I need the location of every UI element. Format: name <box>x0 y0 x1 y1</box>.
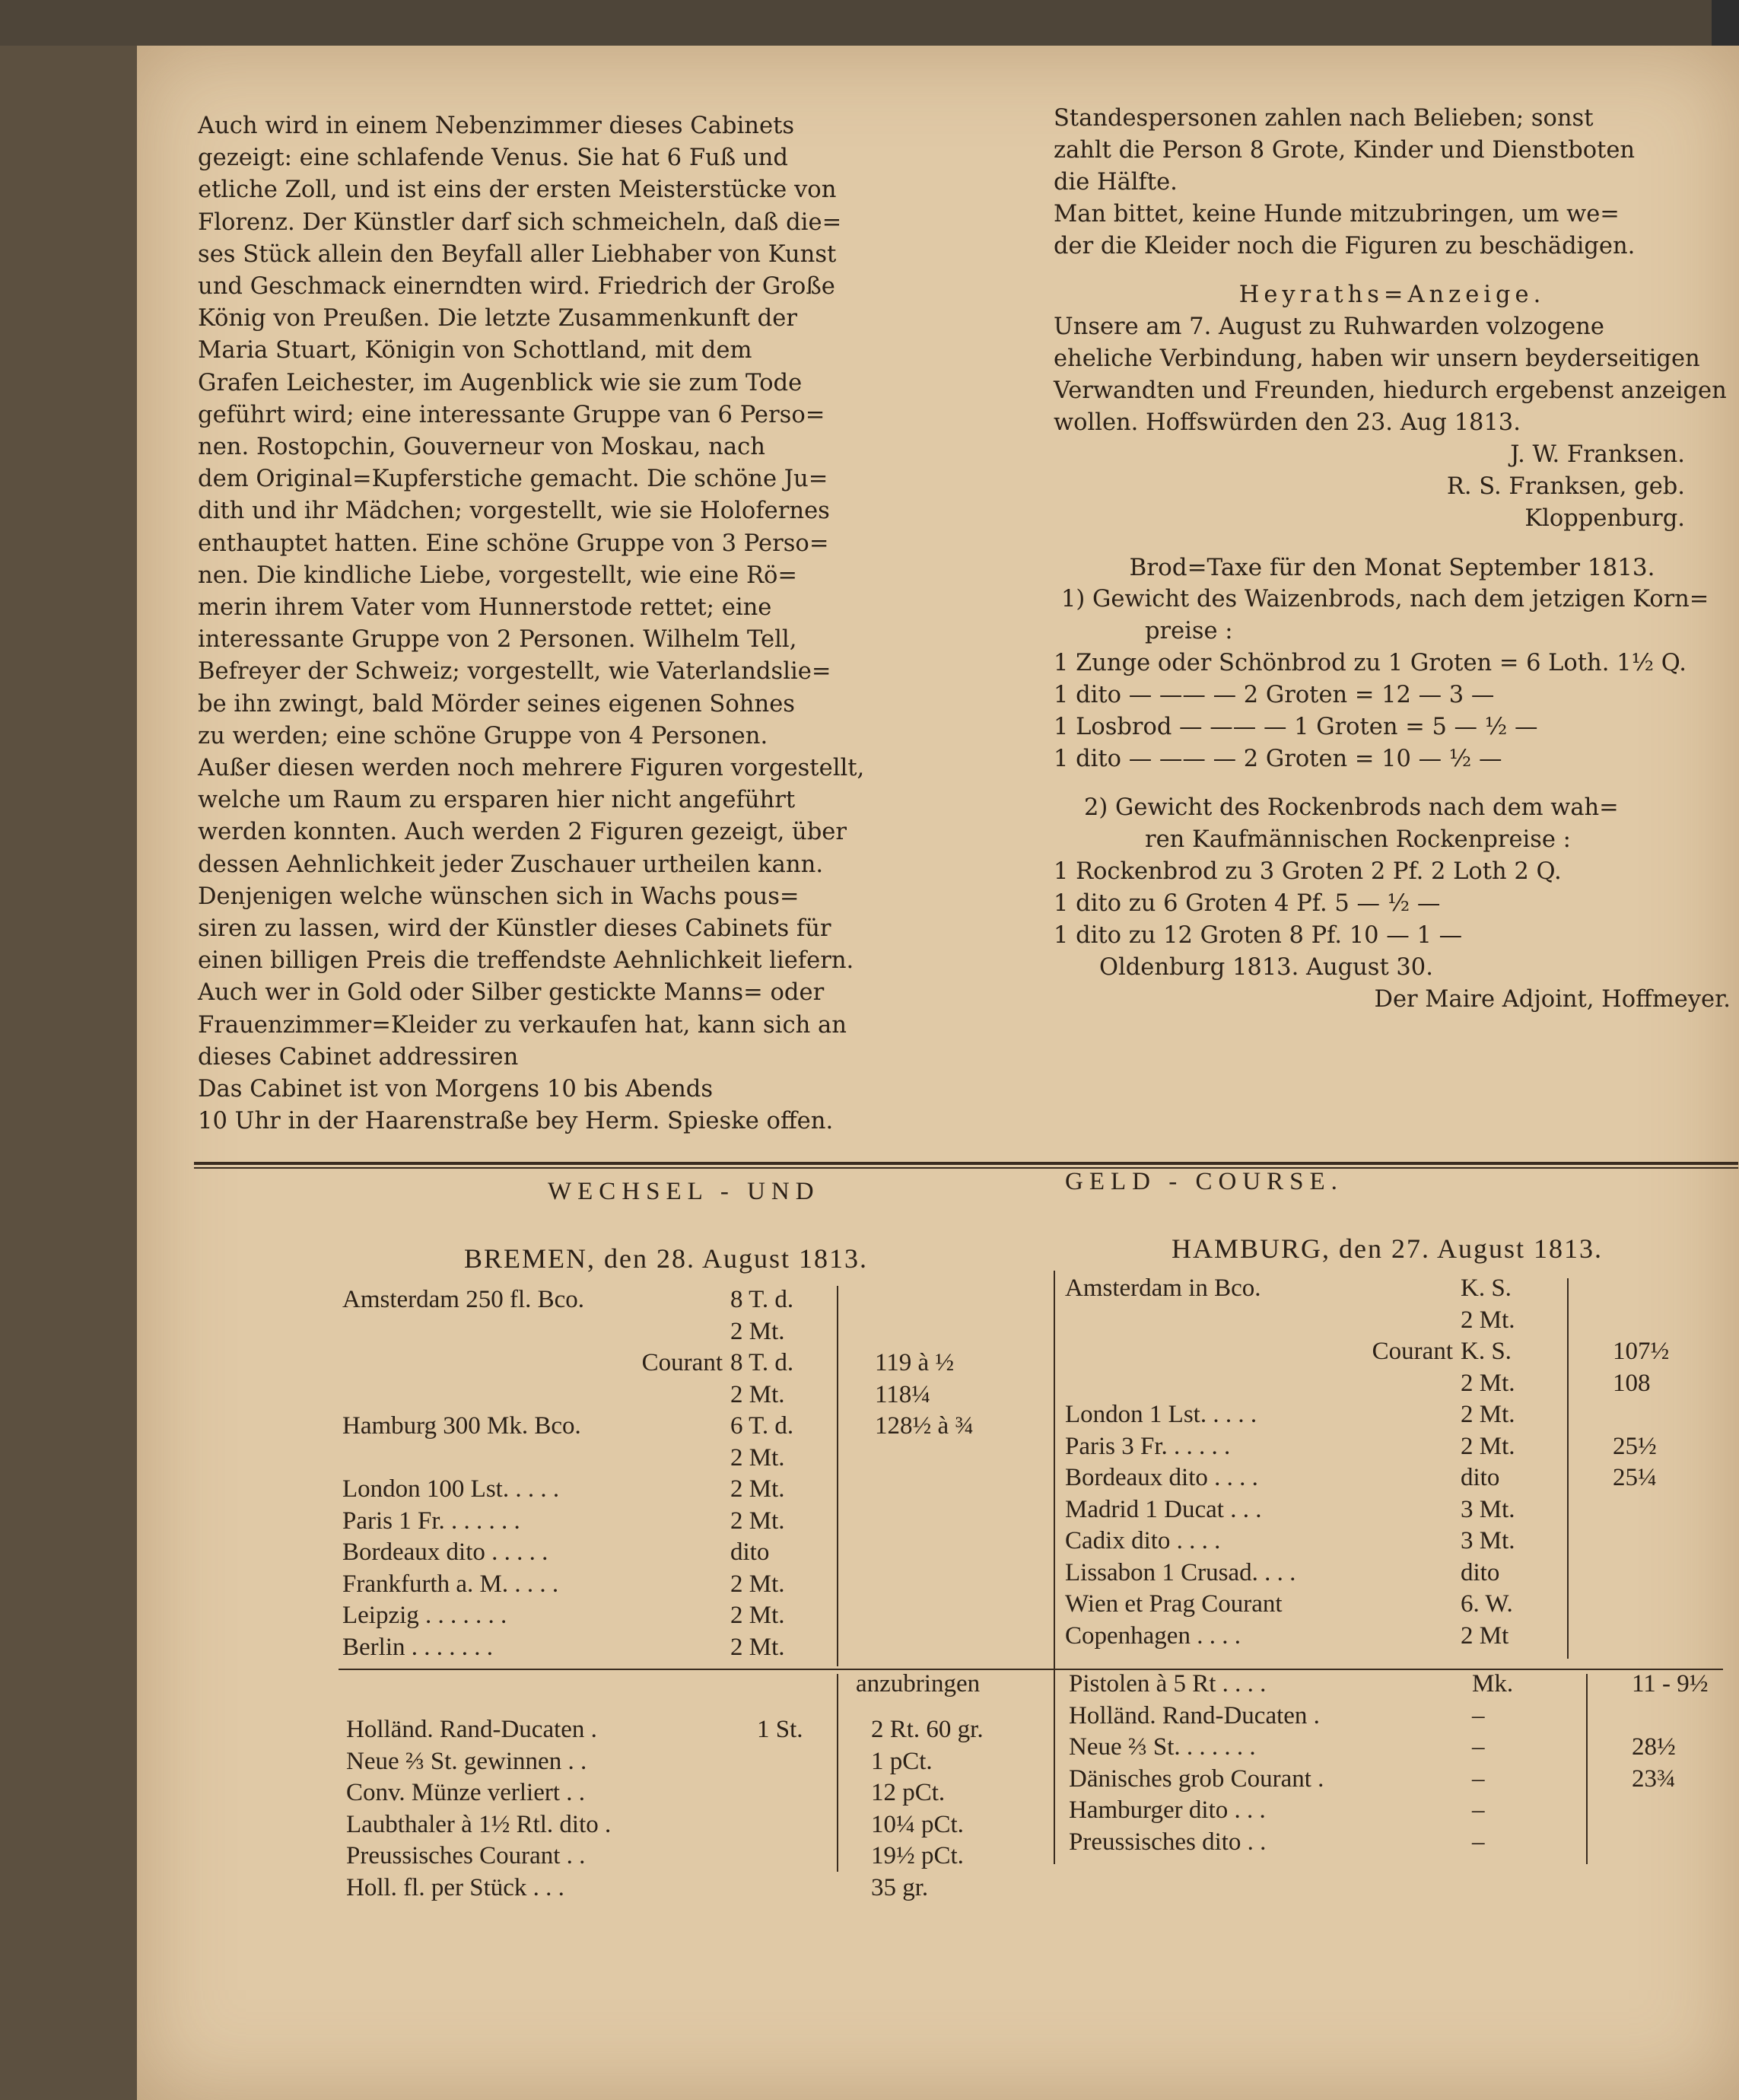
marriage-signatures <box>1054 439 1731 535</box>
marriage-line: wollen. Hoffswürden den 23. Aug 1813. <box>1054 409 1521 436</box>
left-article-column <box>198 110 1016 1138</box>
article-line: dessen Aehnlichkeit jeder Zuschauer urtheilen kann. <box>198 851 824 878</box>
section-rule-top-thin <box>194 1167 1738 1169</box>
bremen-cell: Courant <box>641 1349 723 1376</box>
hamburg-coin-cell: 11 - 9½ <box>1632 1670 1709 1698</box>
bremen-coin-cell: Neue ⅔ St. gewinnen . . <box>346 1747 587 1775</box>
admission-notice <box>1054 103 1731 262</box>
bread-place-date: Oldenburg 1813. August 30. <box>1099 954 1433 981</box>
hamburg-coin-cell: Preussisches dito . . <box>1069 1828 1267 1856</box>
bremen-coin-cell: 10¼ pCt. <box>871 1810 964 1838</box>
article-line: Maria Stuart, Königin von Schottland, mit dem <box>198 337 752 364</box>
article-line: enthauptet hatten. Eine schöne Gruppe von 3 Perso= <box>198 530 829 557</box>
bread-row: 1 Zunge oder Schönbrod zu 1 Groten = 6 Loth. 1½ Q. <box>1054 650 1687 676</box>
hamburg-coin-cell: Dänisches grob Courant . <box>1069 1764 1324 1793</box>
notice-line: Man bittet, keine Hunde mitzubringen, um we= <box>1054 201 1620 228</box>
article-line: ses Stück allein den Beyfall aller Liebhaber von Kunst <box>198 240 837 268</box>
hamburg-cell: Madrid 1 Ducat . . . <box>1065 1495 1262 1523</box>
bremen-cell: 118¼ <box>875 1380 931 1408</box>
bremen-cell: Berlin . . . . . . . <box>342 1633 493 1661</box>
article-line: zu werden; eine schöne Gruppe von 4 Personen. <box>198 722 768 749</box>
bremen-header: BREMEN, den 28. August 1813. <box>464 1243 869 1274</box>
hamburg-coin-cell: Hamburger dito . . . <box>1069 1796 1266 1824</box>
bremen-coin-cell: Holländ. Rand-Ducaten . <box>346 1716 597 1743</box>
hamburg-cell: Bordeaux dito . . . . <box>1065 1464 1258 1491</box>
bread-row: 1 dito zu 12 Groten 8 Pf. 10 — 1 — <box>1054 922 1463 949</box>
article-line: einen billigen Preis die treffendste Aehnlichkeit liefern. <box>198 947 854 975</box>
marriage-line: Unsere am 7. August zu Ruhwarden volzogene <box>1054 313 1604 340</box>
bread-row: 1 Rockenbrod zu 3 Groten 2 Pf. 2 Loth 2 Q. <box>1054 858 1562 885</box>
article-line: Florenz. Der Künstler darf sich schmeicheln, daß die= <box>198 208 842 236</box>
article-line: König von Preußen. Die letzte Zusammenkunft der <box>198 305 797 332</box>
hamburg-cell: 3 Mt. <box>1461 1495 1515 1523</box>
bremen-cell: 8 T. d. <box>730 1286 794 1313</box>
article-line: Auch wer in Gold oder Silber gestickte Manns= oder <box>198 979 825 1007</box>
article-line: Das Cabinet ist von Morgens 10 bis Abends <box>198 1076 714 1103</box>
notice-line: zahlt die Person 8 Grote, Kinder und Dienstboten <box>1054 137 1636 164</box>
article-line: 10 Uhr in der Haarenstraße bey Herm. Spieske offen. <box>198 1108 834 1135</box>
hamburg-coin-cell: 28½ <box>1632 1733 1676 1761</box>
hamburg-coin-cell: Pistolen à 5 Rt . . . . <box>1069 1670 1267 1698</box>
hamburg-cell: 25½ <box>1613 1432 1657 1460</box>
bremen-coin-cell: 35 gr. <box>871 1873 929 1901</box>
signature-line: Kloppenburg. <box>1524 505 1685 532</box>
hamburg-coin-cell: Neue ⅔ St. . . . . . . <box>1069 1733 1256 1761</box>
coin-section-rule <box>339 1669 1723 1670</box>
bremen-cell: Amsterdam 250 fl. Bco. <box>342 1286 585 1313</box>
hamburg-cell: 107½ <box>1613 1338 1670 1365</box>
signature-line: R. S. Franksen, geb. <box>1446 473 1685 500</box>
exchange-title-left: WECHSEL - UND <box>548 1178 820 1205</box>
bremen-cell: 2 Mt. <box>730 1443 785 1472</box>
bread-table-rye <box>1054 856 1731 952</box>
hamburg-coin-cell: – <box>1472 1764 1485 1793</box>
hamburg-cell: dito <box>1461 1558 1500 1586</box>
bremen-coin-cell: 19½ pCt. <box>871 1842 964 1869</box>
hamburg-cell: Paris 3 Fr. . . . . . <box>1065 1432 1231 1460</box>
hamburg-cell: 2 Mt. <box>1461 1369 1515 1397</box>
article-line: Frauenzimmer=Kleider zu verkaufen hat, kann sich an <box>198 1011 847 1039</box>
marriage-notice <box>1054 311 1731 439</box>
article-line: gezeigt: eine schlafende Venus. Sie hat 6 Fuß und <box>198 145 788 172</box>
bread-section1-title-cont: preise : <box>1145 618 1233 644</box>
article-line: und Geschmack einerndten wird. Friedrich der Große <box>198 273 835 301</box>
article-line: Grafen Leichester, im Augenblick wie sie zum Tode <box>198 369 803 396</box>
article-line: werden konnten. Auch werden 2 Figuren gezeigt, über <box>198 819 847 846</box>
hamburg-cell: Cadix dito . . . . <box>1065 1527 1221 1554</box>
article-line: dem Original=Kupferstiche gemacht. Die schöne Ju= <box>198 466 828 493</box>
hamburg-cell: 2 Mt. <box>1461 1306 1515 1334</box>
bremen-cell: 8 T. d. <box>730 1349 794 1376</box>
bread-signature: Der Maire Adjoint, Hoffmeyer. <box>1374 986 1731 1013</box>
bremen-cell: 2 Mt. <box>730 1317 785 1345</box>
bread-row: 1 dito — —— — 2 Groten = 10 — ½ — <box>1054 746 1502 772</box>
hamburg-coin-cell: 23¾ <box>1632 1764 1676 1793</box>
article-line: merin ihrem Vater vom Hunnerstode rettet; eine <box>198 594 772 622</box>
bremen-cell: 2 Mt. <box>730 1602 785 1629</box>
bread-section1-title: 1) Gewicht des Waizenbrods, nach dem jetzigen Korn= <box>1061 586 1709 612</box>
marriage-heading: Heyraths=Anzeige. <box>1238 282 1546 308</box>
hamburg-cell: K. S. <box>1461 1338 1512 1365</box>
bremen-cell: Bordeaux dito . . . . . <box>342 1538 548 1566</box>
hamburg-cell: Lissabon 1 Crusad. . . . <box>1065 1558 1296 1586</box>
notice-line: Standespersonen zahlen nach Belieben; sonst <box>1054 105 1594 132</box>
article-line: welche um Raum zu ersparen hier nicht angeführt <box>198 787 796 814</box>
hamburg-cell: 2 Mt <box>1461 1621 1509 1650</box>
anzubringen-header: anzubringen <box>856 1670 981 1698</box>
notice-line: der die Kleider noch die Figuren zu beschädigen. <box>1054 233 1636 259</box>
hamburg-coin-rule <box>1586 1674 1588 1864</box>
bremen-coin-cell: Holl. fl. per Stück . . . <box>346 1873 564 1901</box>
article-line: be ihn zwingt, bald Mörder seines eigenen Sohnes <box>198 690 796 718</box>
article-line: interessante Gruppe von 2 Personen. Wilhelm Tell, <box>198 626 797 654</box>
right-article-column <box>1054 103 1731 1016</box>
bremen-coin-cell: 12 pCt. <box>871 1779 946 1806</box>
bremen-cell: 2 Mt. <box>730 1475 785 1503</box>
bremen-coin-cell: 2 Rt. 60 gr. <box>871 1716 984 1743</box>
hamburg-coin-cell: Mk. <box>1472 1670 1514 1698</box>
bremen-cell: Hamburg 300 Mk. Bco. <box>342 1412 581 1440</box>
hamburg-cell: 2 Mt. <box>1461 1432 1515 1460</box>
hamburg-cell: Courant <box>1372 1338 1453 1365</box>
article-line: siren zu lassen, wird der Künstler dieses Cabinets für <box>198 915 831 943</box>
bremen-coin-cell: Laubthaler à 1½ Rtl. dito . <box>346 1810 612 1838</box>
scanner-background <box>0 0 1712 46</box>
bremen-column-rule <box>837 1286 838 1666</box>
notice-line: die Hälfte. <box>1054 169 1178 196</box>
bremen-coin-rule <box>837 1674 838 1872</box>
signature-line: J. W. Franksen. <box>1510 441 1685 468</box>
bremen-coin-cell: Conv. Münze verliert . . <box>346 1779 586 1806</box>
hamburg-coin-cell: – <box>1472 1828 1485 1856</box>
hamburg-cell: 25¼ <box>1613 1464 1657 1491</box>
center-column-rule <box>1054 1271 1055 1864</box>
article-line: dieses Cabinet addressiren <box>198 1043 519 1071</box>
article-line: geführt wird; eine interessante Gruppe van 6 Perso= <box>198 401 825 428</box>
hamburg-cell: 6. W. <box>1461 1590 1513 1618</box>
marriage-line: eheliche Verbindung, haben wir unsern beyderseitigen <box>1054 345 1700 372</box>
hamburg-cell: Wien et Prag Courant <box>1065 1590 1283 1618</box>
hamburg-coin-cell: – <box>1472 1733 1485 1761</box>
article-line: nen. Die kindliche Liebe, vorgestellt, wie eine Rö= <box>198 562 798 589</box>
article-line: nen. Rostopchin, Gouverneur von Moskau, nach <box>198 434 765 461</box>
bremen-cell: 6 T. d. <box>730 1412 794 1440</box>
bremen-cell: London 100 Lst. . . . . <box>342 1475 560 1503</box>
bread-row: 1 dito — —— — 2 Groten = 12 — 3 — <box>1054 682 1495 708</box>
hamburg-cell: 3 Mt. <box>1461 1527 1515 1554</box>
hamburg-cell: London 1 Lst. . . . . <box>1065 1401 1257 1428</box>
bremen-cell: 119 à ½ <box>875 1349 955 1376</box>
bremen-cell: 2 Mt. <box>730 1633 785 1661</box>
hamburg-cell: K. S. <box>1461 1274 1512 1302</box>
bread-table-wheat <box>1054 648 1731 775</box>
hamburg-cell: Copenhagen . . . . <box>1065 1621 1241 1650</box>
section-rule-top <box>194 1162 1738 1165</box>
bremen-coin-cell: 1 pCt. <box>871 1747 933 1775</box>
article-line: Außer diesen werden noch mehrere Figuren vorgestellt, <box>198 755 865 782</box>
bremen-cell: Paris 1 Fr. . . . . . . <box>342 1507 520 1535</box>
article-line: Denjenigen welche wünschen sich in Wachs pous= <box>198 883 800 910</box>
bread-row: 1 dito zu 6 Groten 4 Pf. 5 — ½ — <box>1054 890 1441 917</box>
bremen-cell: 2 Mt. <box>730 1570 785 1598</box>
hamburg-cell: Amsterdam in Bco. <box>1065 1274 1261 1302</box>
bremen-coin-cell: Preussisches Courant . . <box>346 1842 586 1869</box>
bread-heading: Brod=Taxe für den Monat September 1813. <box>1129 554 1655 581</box>
bremen-cell: Leipzig . . . . . . . <box>342 1602 507 1629</box>
bread-section2-title-cont: ren Kaufmännischen Rockenpreise : <box>1145 826 1571 853</box>
bread-section2-title: 2) Gewicht des Rockenbrods nach dem wah= <box>1084 794 1619 821</box>
bremen-cell: 2 Mt. <box>730 1380 785 1408</box>
bremen-cell: 128½ à ¾ <box>875 1412 974 1440</box>
bremen-cell: Frankfurth a. M. . . . . <box>342 1570 559 1598</box>
bread-row: 1 Losbrod — —— — 1 Groten = 5 — ½ — <box>1054 714 1538 740</box>
hamburg-coin-cell: – <box>1472 1701 1485 1729</box>
article-line: Befreyer der Schweiz; vorgestellt, wie Vaterlandslie= <box>198 658 831 686</box>
hamburg-header: HAMBURG, den 27. August 1813. <box>1172 1233 1604 1264</box>
article-line: Auch wird in einem Nebenzimmer dieses Cabinets <box>198 113 795 139</box>
bremen-cell: dito <box>730 1538 770 1566</box>
article-line: dith und ihr Mädchen; vorgestellt, wie sie Holofernes <box>198 498 830 525</box>
bremen-coin-cell: 1 St. <box>757 1716 803 1743</box>
hamburg-coin-cell: – <box>1472 1796 1485 1824</box>
exchange-title-right: GELD - COURSE. <box>1065 1168 1343 1195</box>
article-line: etliche Zoll, und ist eins der ersten Meisterstücke von <box>198 177 837 204</box>
hamburg-cell: 2 Mt. <box>1461 1401 1515 1428</box>
hamburg-coin-cell: Holländ. Rand-Ducaten . <box>1069 1701 1320 1729</box>
marriage-line: Verwandten und Freunden, hiedurch ergebenst anzeigen <box>1054 377 1727 404</box>
hamburg-column-rule <box>1567 1278 1569 1659</box>
hamburg-cell: dito <box>1461 1464 1500 1491</box>
hamburg-cell: 108 <box>1613 1369 1651 1397</box>
bremen-cell: 2 Mt. <box>730 1507 785 1535</box>
